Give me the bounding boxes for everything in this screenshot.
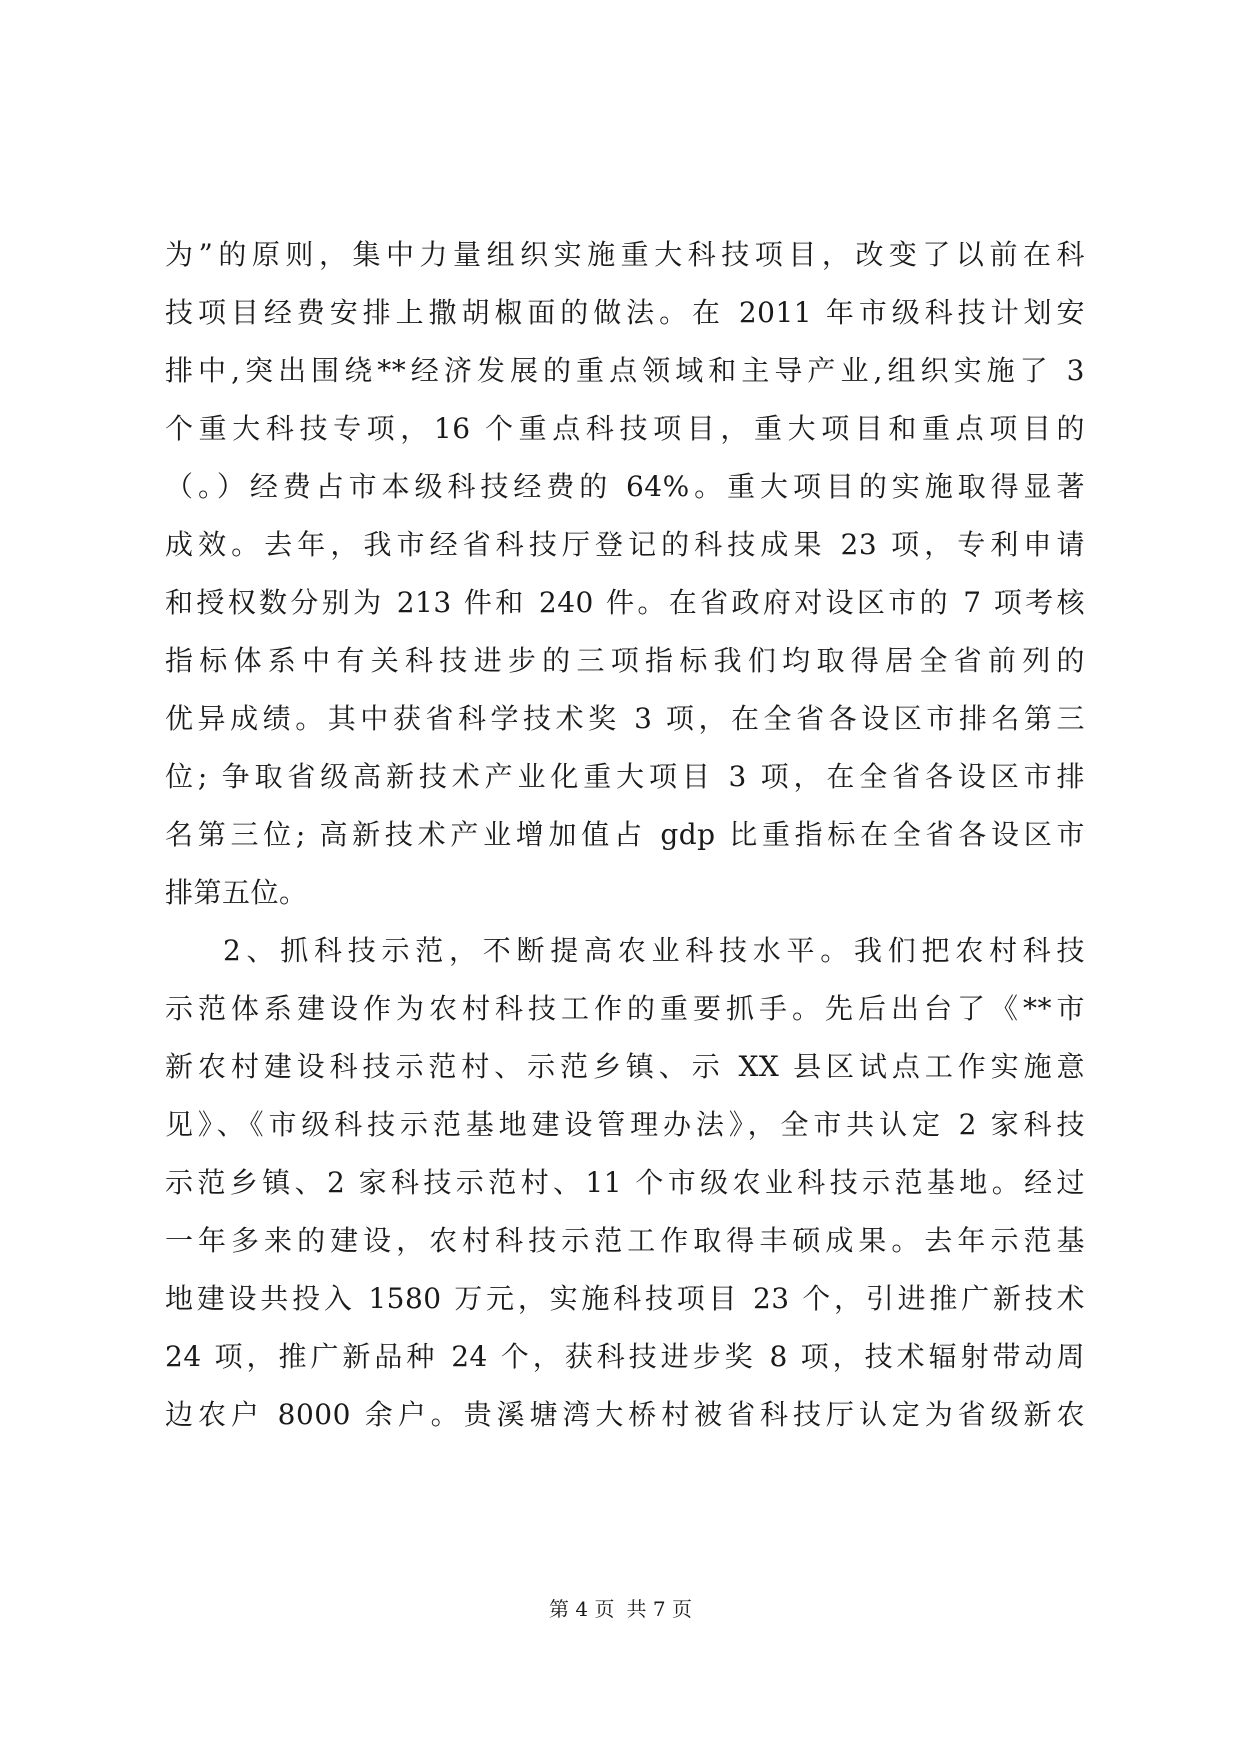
text-line: 见》、《市级科技示范基地建设管理办法》，全市共认定 2 家科技 [165, 1108, 1085, 1141]
text-line: 排中,突出围绕**经济发展的重点领域和主导产业,组织实施了 3 [165, 354, 1085, 387]
text-line: 个重大科技专项，16 个重点科技项目，重大项目和重点项目的 [165, 412, 1085, 445]
page-number: 第 4 页 [549, 1597, 615, 1621]
text-line: 24 项，推广新品种 24 个，获科技进步奖 8 项，技术辐射带动周 [165, 1340, 1085, 1373]
text-line: 和授权数分别为 213 件和 240 件。在省政府对设区市的 7 项考核 [165, 586, 1085, 619]
text-line: 新农村建设科技示范村、示范乡镇、示 XX 县区试点工作实施意 [165, 1050, 1085, 1083]
text-line: 示范乡镇、2 家科技示范村、11 个市级农业科技示范基地。经过 [165, 1166, 1085, 1199]
text-line: 成效。去年，我市经省科技厅登记的科技成果 23 项，专利申请 [165, 528, 1085, 561]
text-line: 地建设共投入 1580 万元，实施科技项目 23 个，引进推广新技术 [165, 1282, 1085, 1315]
text-line: 示范体系建设作为农村科技工作的重要抓手。先后出台了《**市 [165, 992, 1085, 1025]
text-line: 位; 争取省级高新技术产业化重大项目 3 项，在全省各设区市排 [165, 760, 1085, 793]
paragraph-start-line: 2、抓科技示范，不断提高农业科技水平。我们把农村科技 [223, 934, 1085, 967]
page-total: 共 7 页 [626, 1597, 692, 1621]
text-line: 技项目经费安排上撒胡椒面的做法。在 2011 年市级科技计划安 [165, 296, 1085, 329]
document-body [165, 226, 1085, 1444]
text-line: 优异成绩。其中获省科学技术奖 3 项，在全省各设区市排名第三 [165, 702, 1085, 735]
text-line: 指标体系中有关科技进步的三项指标我们均取得居全省前列的 [165, 644, 1085, 677]
text-line: 名第三位; 高新技术产业增加值占 gdp 比重指标在全省各设区市 [165, 818, 1085, 851]
text-line: （。）经费占市本级科技经费的 64%。重大项目的实施取得显著 [165, 470, 1085, 503]
paragraph-end-line: 排第五位。 [165, 876, 308, 909]
text-line: 边农户 8000 余户。贵溪塘湾大桥村被省科技厅认定为省级新农 [165, 1398, 1085, 1431]
text-line: 为”的原则，集中力量组织实施重大科技项目，改变了以前在科 [165, 238, 1085, 271]
page-footer [0, 1594, 1241, 1624]
text-line: 一年多来的建设，农村科技示范工作取得丰硕成果。去年示范基 [165, 1224, 1085, 1257]
